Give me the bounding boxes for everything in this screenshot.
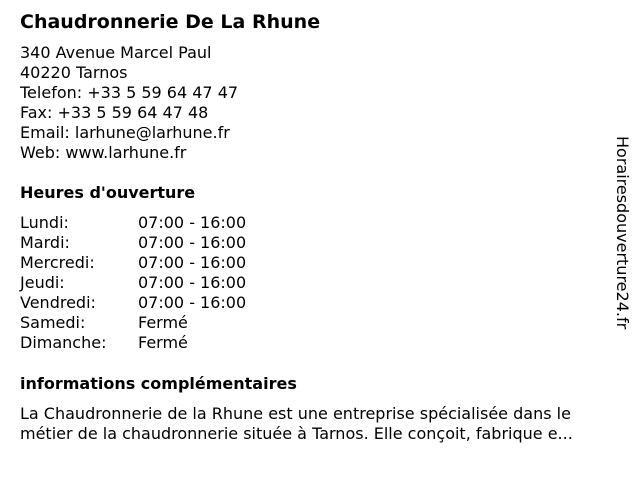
info-description bbox=[20, 404, 625, 444]
day-hours: 07:00 - 16:00 bbox=[138, 273, 247, 292]
day-hours: 07:00 - 16:00 bbox=[138, 253, 247, 272]
info-line: métier de la chaudronnerie située à Tarnos. Elle conçoit, fabrique e... bbox=[20, 424, 573, 443]
day-label: Jeudi: bbox=[20, 273, 65, 292]
email-line bbox=[20, 123, 238, 143]
day-label: Mercredi: bbox=[20, 253, 95, 272]
day-hours: Fermé bbox=[138, 333, 188, 352]
opening-hours-heading: Heures d'ouverture bbox=[20, 183, 196, 202]
phone-number[interactable]: +33 5 59 64 47 47 bbox=[87, 83, 239, 102]
email-label: Email: bbox=[20, 123, 70, 142]
day-hours: Fermé bbox=[138, 313, 188, 332]
day-label: Mardi: bbox=[20, 233, 70, 252]
web-line bbox=[20, 143, 238, 163]
address-street: 340 Avenue Marcel Paul bbox=[20, 43, 212, 62]
site-watermark: Horairesdouverture24.fr bbox=[613, 136, 632, 330]
phone-label: Telefon: bbox=[20, 83, 83, 102]
web-link[interactable]: www.larhune.fr bbox=[65, 143, 187, 162]
day-hours: 07:00 - 16:00 bbox=[138, 213, 247, 232]
fax-number: +33 5 59 64 47 48 bbox=[57, 103, 209, 122]
day-hours: 07:00 - 16:00 bbox=[138, 293, 247, 312]
day-label: Samedi: bbox=[20, 313, 86, 332]
day-hours: 07:00 - 16:00 bbox=[138, 233, 247, 252]
info-heading: informations complémentaires bbox=[20, 374, 297, 393]
day-label: Vendredi: bbox=[20, 293, 96, 312]
day-label: Lundi: bbox=[20, 213, 69, 232]
email-link[interactable]: larhune@larhune.fr bbox=[74, 123, 230, 142]
fax-label: Fax: bbox=[20, 103, 53, 122]
phone-line bbox=[20, 83, 238, 103]
fax-line bbox=[20, 103, 238, 123]
contact-block bbox=[20, 43, 238, 163]
business-name: Chaudronnerie De La Rhune bbox=[20, 11, 321, 33]
address-city: 40220 Tarnos bbox=[20, 63, 128, 82]
day-label: Dimanche: bbox=[20, 333, 107, 352]
info-line: La Chaudronnerie de la Rhune est une entreprise spécialisée dans le bbox=[20, 404, 571, 423]
web-label: Web: bbox=[20, 143, 61, 162]
